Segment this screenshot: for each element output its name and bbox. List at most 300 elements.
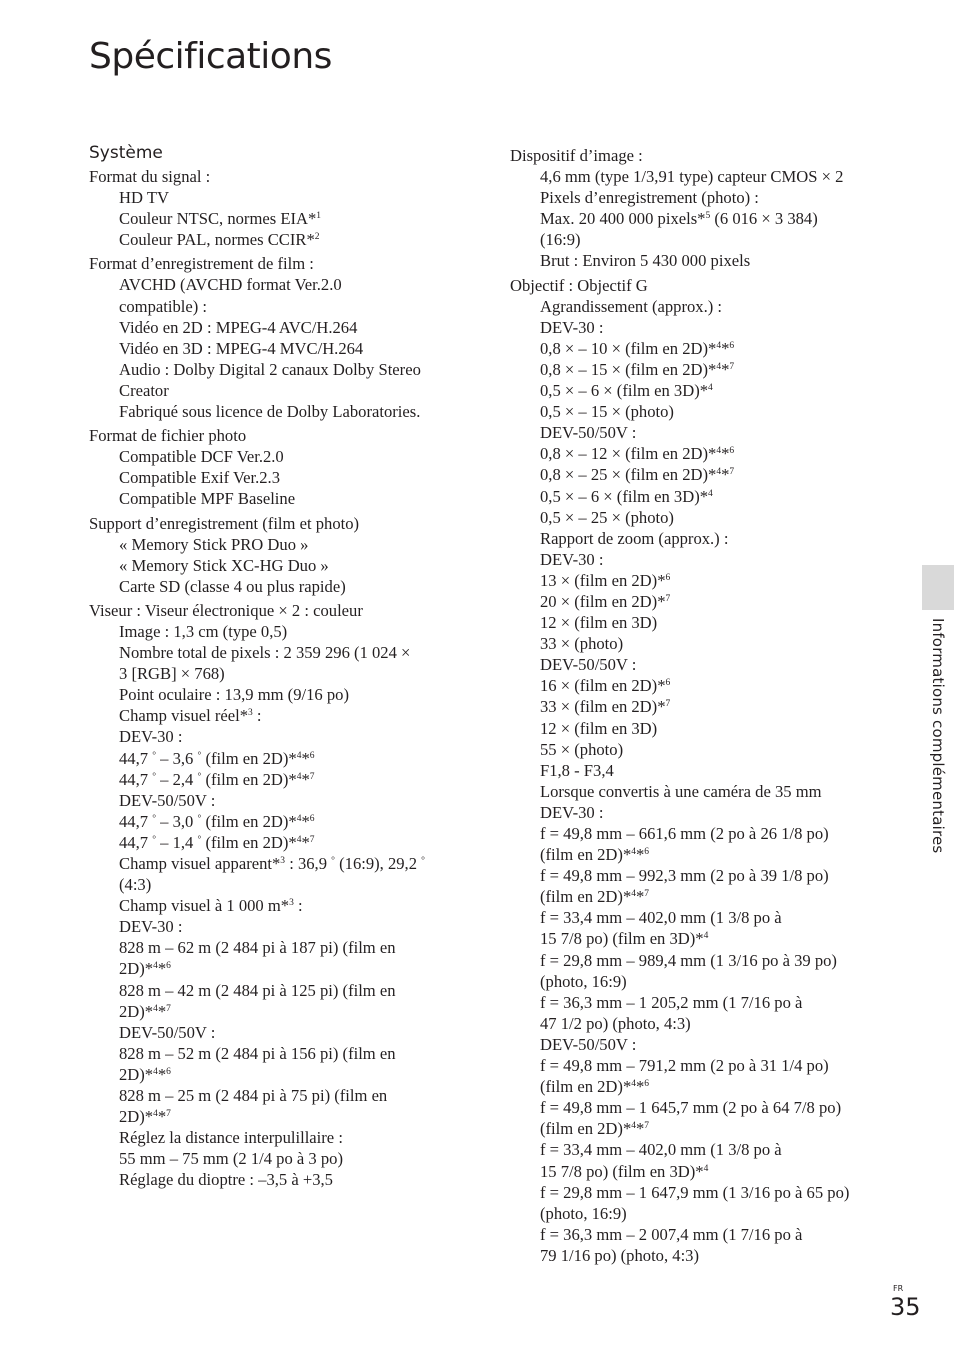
spec-line (540, 1013, 895, 1034)
spec-text: : (293, 896, 303, 916)
spec-line (540, 718, 895, 739)
spec-text: * (157, 1001, 167, 1021)
spec-text: (16:9), 29,2 (334, 854, 422, 873)
spec-text: : 36,9 (285, 854, 332, 873)
spec-line (540, 844, 895, 865)
spec-line (119, 790, 469, 811)
footnote-ref: ° (152, 834, 156, 845)
footnote-ref: ° (197, 771, 202, 782)
spec-text: 0,5 × – 15 × (photo) (540, 402, 674, 422)
spec-text: * (636, 1119, 645, 1139)
spec-line (540, 907, 895, 928)
spec-text: Brut : Environ 5 430 000 pixels (540, 251, 751, 271)
footnote-ref: 7 (729, 467, 735, 478)
spec-text: Vidéo en 3D : MPEG-4 MVC/H.264 (119, 338, 364, 358)
spec-text: Vidéo en 2D : MPEG-4 AVC/H.264 (119, 317, 358, 337)
spec-line (119, 401, 469, 422)
spec-text: (film en 2D)* (201, 832, 297, 852)
spec-text: 828 m – 25 m (2 484 pi à 75 pi) (film en (119, 1086, 388, 1106)
spec-line (119, 1169, 469, 1190)
spec-term: Dispositif d’image : (510, 146, 643, 165)
spec-list-right (510, 145, 895, 1266)
footnote-ref: ° (421, 856, 425, 866)
spec-line (540, 549, 895, 570)
spec-line (119, 229, 469, 250)
footnote-ref: ° (197, 813, 202, 824)
page-number: 35 (890, 1293, 921, 1321)
footnote-ref: 4 (153, 1066, 158, 1077)
spec-text: 44,7 (119, 832, 153, 852)
spec-line (119, 555, 469, 576)
section-tab-marker (922, 565, 954, 610)
spec-text: (16:9) (540, 230, 581, 250)
footnote-ref: 7 (309, 771, 315, 782)
spec-text: Carte SD (classe 4 ou plus rapide) (119, 576, 346, 596)
spec-term: Format de fichier photo (89, 426, 247, 446)
spec-line (119, 187, 469, 208)
spec-text: Champ visuel apparent* (119, 854, 281, 873)
footnote-ref: 6 (644, 847, 650, 858)
spec-term: Viseur : Viseur électronique × 2 : couleur (89, 600, 363, 620)
spec-text: (film en 2D)* (540, 887, 632, 907)
spec-text: Max. 20 400 000 pixels* (540, 209, 706, 229)
spec-term: Support d’enregistrement (film et photo) (89, 513, 360, 533)
spec-line (119, 663, 469, 684)
footnote-ref: 4 (296, 834, 302, 845)
spec-text: 828 m – 62 m (2 484 pi à 187 pi) (film en (119, 938, 396, 958)
footnote-ref: 4 (296, 813, 302, 824)
spec-text: (film en 2D)* (201, 811, 297, 831)
spec-line (119, 832, 469, 853)
spec-text: DEV-30 : (119, 727, 183, 747)
spec-line (119, 895, 469, 916)
spec-line (540, 229, 895, 250)
spec-text: (film en 2D)* (540, 845, 632, 865)
spec-text: DEV-30 : (540, 802, 604, 822)
spec-line (119, 769, 469, 790)
spec-line (540, 570, 895, 591)
footnote-ref: 6 (309, 813, 315, 824)
spec-text: Agrandissement (approx.) : (540, 296, 723, 316)
footnote-ref: 2 (314, 232, 320, 243)
footnote-ref: 4 (631, 1121, 636, 1132)
spec-text: 12 × (film en 3D) (540, 613, 658, 633)
footnote-ref: 6 (729, 340, 735, 351)
spec-line (540, 781, 895, 802)
footnote-ref: 4 (296, 771, 302, 782)
spec-line (540, 1097, 895, 1118)
spec-line (540, 654, 895, 675)
spec-line (119, 853, 469, 874)
spec-line (119, 684, 469, 705)
spec-text: DEV-50/50V : (540, 655, 637, 675)
spec-line (119, 317, 469, 338)
spec-text: – 3,6 (156, 748, 198, 768)
footnote-ref: 4 (716, 361, 722, 372)
spec-line (540, 1139, 895, 1160)
spec-item (89, 253, 469, 422)
spec-line (119, 446, 469, 467)
footnote-ref: 4 (153, 1003, 158, 1014)
spec-text: 828 m – 42 m (2 484 pi à 125 pi) (film en (119, 980, 396, 1000)
spec-line (540, 464, 895, 485)
spec-term: Format d’enregistrement de film : (89, 254, 314, 274)
spec-text: 15 7/8 po) (film en 3D)* (540, 1161, 704, 1181)
spec-text: 16 × (film en 2D)* (540, 676, 666, 696)
footnote-ref: 7 (665, 699, 671, 710)
footnote-ref: 7 (166, 1109, 171, 1120)
language-code: FR (893, 1284, 904, 1293)
spec-line (540, 865, 895, 886)
footnote-ref: 4 (716, 446, 722, 457)
spec-list-left (89, 166, 469, 1191)
footnote-ref: 7 (166, 1003, 171, 1014)
spec-text: 0,5 × – 25 × (photo) (540, 507, 674, 527)
spec-text: Pixels d’enregistrement (photo) : (540, 188, 759, 208)
spec-text: 0,8 × – 25 × (film en 2D)* (540, 465, 717, 485)
spec-text: f = 33,4 mm – 402,0 mm (1 3/8 po à (540, 908, 782, 928)
spec-text: DEV-30 : (540, 549, 604, 569)
spec-text: DEV-30 : (540, 317, 604, 337)
spec-text: 0,8 × – 15 × (film en 2D)* (540, 359, 717, 379)
spec-text: Point oculaire : 13,9 mm (9/16 po) (119, 685, 349, 705)
spec-text: 47 1/2 po) (photo, 4:3) (540, 1013, 691, 1033)
spec-text: Compatible MPF Baseline (119, 489, 296, 509)
spec-text: 15 7/8 po) (film en 3D)* (540, 929, 704, 949)
spec-text: « Memory Stick XC-HG Duo » (119, 555, 329, 575)
spec-text: Compatible Exif Ver.2.3 (119, 468, 281, 488)
footnote-ref: ° (152, 813, 156, 824)
spec-line (540, 760, 895, 781)
spec-text: * (157, 959, 167, 979)
spec-text: 0,8 × – 12 × (film en 2D)* (540, 444, 717, 464)
spec-line (119, 359, 469, 380)
spec-text: 3 [RGB] × 768) (119, 664, 225, 684)
spec-text: F1,8 - F3,4 (540, 760, 614, 780)
spec-text: Fabriqué sous licence de Dolby Laboratories. (119, 402, 421, 422)
spec-line (119, 1022, 469, 1043)
spec-text: * (636, 845, 645, 865)
spec-text: 12 × (film en 3D) (540, 718, 658, 738)
footnote-ref: 4 (296, 750, 302, 761)
footnote-ref: 7 (729, 361, 735, 372)
footnote-ref: 4 (716, 467, 722, 478)
spec-item (510, 145, 895, 272)
spec-line (540, 208, 895, 229)
footnote-ref: 3 (248, 708, 253, 719)
spec-line (540, 507, 895, 528)
spec-line (119, 338, 469, 359)
spec-line (540, 823, 895, 844)
spec-line (119, 1106, 469, 1127)
spec-text: DEV-50/50V : (119, 1022, 216, 1042)
spec-line (540, 1055, 895, 1076)
spec-text: 44,7 (119, 769, 153, 789)
spec-line (540, 296, 895, 317)
spec-text: – 2,4 (156, 769, 198, 789)
spec-text: 2D)* (119, 1107, 154, 1127)
spec-line (119, 296, 469, 317)
spec-line (540, 1245, 895, 1266)
spec-line (119, 380, 469, 401)
spec-text: 2D)* (119, 959, 154, 979)
spec-line (119, 1064, 469, 1085)
footnote-ref: 6 (166, 961, 171, 972)
spec-text: DEV-50/50V : (540, 1034, 637, 1054)
spec-text: f = 49,8 mm – 992,3 mm (2 po à 39 1/8 po) (540, 866, 829, 886)
footnote-ref: 3 (280, 856, 286, 866)
spec-line (119, 208, 469, 229)
spec-text: Creator (119, 380, 169, 400)
spec-line (119, 534, 469, 555)
footnote-ref: 4 (631, 889, 636, 900)
spec-line (540, 612, 895, 633)
spec-line (540, 1034, 895, 1055)
spec-text: * (721, 465, 730, 485)
footnote-ref: 6 (644, 1079, 650, 1090)
spec-line (540, 675, 895, 696)
spec-line (540, 591, 895, 612)
spec-text: Couleur PAL, normes CCIR* (119, 230, 315, 250)
spec-text: * (157, 1107, 167, 1127)
spec-line (119, 748, 469, 769)
spec-text: 0,8 × – 10 × (film en 2D)* (540, 338, 717, 358)
spec-values (89, 446, 469, 509)
spec-text: f = 33,4 mm – 402,0 mm (1 3/8 po à (540, 1140, 782, 1160)
spec-line (119, 916, 469, 937)
spec-text: Audio : Dolby Digital 2 canaux Dolby Stereo (119, 359, 421, 379)
spec-line (119, 642, 469, 663)
spec-line (540, 633, 895, 654)
spec-text: * (636, 887, 645, 907)
spec-item (89, 513, 469, 597)
footnote-ref: 6 (665, 572, 671, 583)
spec-text: 33 × (photo) (540, 634, 624, 654)
spec-text: (film en 2D)* (201, 748, 297, 768)
spec-line (119, 958, 469, 979)
spec-text: 4,6 mm (type 1/3,91 type) capteur CMOS × 2 (540, 167, 844, 187)
spec-text: f = 49,8 mm – 1 645,7 mm (2 po à 64 7/8 po) (540, 1098, 842, 1118)
footnote-ref: ° (331, 856, 335, 866)
spec-line (540, 1182, 895, 1203)
spec-line (119, 1085, 469, 1106)
footnote-ref: 6 (166, 1066, 171, 1077)
spec-line (540, 1118, 895, 1139)
spec-line (540, 739, 895, 760)
spec-line (119, 488, 469, 509)
spec-text: 33 × (film en 2D)* (540, 697, 666, 717)
spec-line (540, 1076, 895, 1097)
footnote-ref: 1 (316, 211, 322, 222)
spec-line (540, 250, 895, 271)
spec-text: * (301, 811, 310, 831)
footnote-ref: 4 (703, 1163, 709, 1174)
spec-item (510, 275, 895, 1266)
spec-line (540, 992, 895, 1013)
spec-text: f = 36,3 mm – 1 205,2 mm (1 7/16 po à (540, 992, 803, 1012)
spec-text: (photo, 16:9) (540, 971, 627, 991)
spec-line (119, 980, 469, 1001)
right-column (510, 145, 895, 1269)
spec-line (540, 1203, 895, 1224)
spec-text: 13 × (film en 2D)* (540, 570, 666, 590)
spec-line (540, 401, 895, 422)
footnote-ref: 6 (309, 750, 315, 761)
spec-text: Image : 1,3 cm (type 0,5) (119, 621, 288, 641)
spec-text: Lorsque convertis à une caméra de 35 mm (540, 781, 822, 801)
spec-text: 0,5 × – 6 × (film en 3D)* (540, 486, 709, 506)
footnote-ref: 6 (729, 446, 735, 457)
spec-text: Réglez la distance interpulillaire : (119, 1128, 343, 1148)
footnote-ref: 4 (708, 488, 713, 499)
spec-values (510, 166, 895, 271)
spec-line (119, 705, 469, 726)
spec-line (540, 338, 895, 359)
footnote-ref: 7 (665, 593, 671, 604)
spec-item (89, 600, 469, 1191)
spec-text: 44,7 (119, 748, 153, 768)
spec-text: 79 1/16 po) (photo, 4:3) (540, 1245, 700, 1265)
spec-line (540, 443, 895, 464)
spec-values (510, 296, 895, 1266)
footnote-ref: 7 (644, 1121, 650, 1132)
footnote-ref: ° (197, 750, 202, 761)
spec-text: f = 36,3 mm – 2 007,4 mm (1 7/16 po à (540, 1224, 803, 1244)
footnote-ref: ° (197, 834, 202, 845)
spec-text: f = 29,8 mm – 1 647,9 mm (1 3/16 po à 65 po) (540, 1182, 850, 1202)
spec-text: * (636, 1077, 645, 1097)
spec-line (540, 696, 895, 717)
spec-text: f = 29,8 mm – 989,4 mm (1 3/16 po à 39 po) (540, 950, 837, 970)
spec-text: 55 mm – 75 mm (2 1/4 po à 3 po) (119, 1149, 343, 1169)
spec-text: DEV-50/50V : (119, 790, 216, 810)
spec-line (540, 971, 895, 992)
spec-text: HD TV (119, 188, 169, 208)
spec-text: 2D)* (119, 1064, 154, 1084)
spec-text: AVCHD (AVCHD format Ver.2.0 (119, 275, 342, 295)
left-column (89, 142, 469, 1194)
footnote-ref: 3 (289, 898, 294, 909)
footnote-ref: 4 (708, 383, 713, 394)
section-heading: Système (89, 143, 163, 163)
spec-line (540, 1161, 895, 1182)
spec-line (119, 467, 469, 488)
spec-text: * (301, 748, 310, 768)
spec-text: 0,5 × – 6 × (film en 3D)* (540, 381, 709, 401)
spec-text: * (721, 338, 730, 358)
spec-text: 44,7 (119, 811, 153, 831)
footnote-ref: 4 (631, 847, 636, 858)
spec-line (540, 380, 895, 401)
footnote-ref: 4 (631, 1079, 636, 1090)
spec-text: (photo, 16:9) (540, 1203, 627, 1223)
spec-values (89, 274, 469, 422)
spec-line (540, 886, 895, 907)
spec-text: (film en 2D)* (201, 769, 297, 789)
spec-text: : (252, 706, 262, 726)
spec-line (119, 874, 469, 895)
spec-line (540, 187, 895, 208)
spec-text: 20 × (film en 2D)* (540, 591, 666, 611)
footnote-ref: 4 (153, 1109, 158, 1120)
footnote-ref: ° (152, 771, 156, 782)
spec-line (540, 802, 895, 823)
spec-line (540, 317, 895, 338)
footnote-ref: 7 (309, 834, 315, 845)
spec-line (540, 359, 895, 380)
spec-text: DEV-50/50V : (540, 423, 637, 443)
spec-text: Rapport de zoom (approx.) : (540, 528, 729, 548)
spec-text: « Memory Stick PRO Duo » (119, 534, 309, 554)
spec-text: Couleur NTSC, normes EIA* (119, 209, 317, 229)
spec-line (119, 1148, 469, 1169)
spec-line (119, 1043, 469, 1064)
spec-line (119, 1001, 469, 1022)
spec-text: – 1,4 (156, 832, 198, 852)
footnote-ref: 5 (705, 211, 711, 222)
spec-term: Format du signal : (89, 167, 211, 186)
spec-line (540, 422, 895, 443)
footnote-ref: 4 (716, 340, 722, 351)
spec-line (540, 1224, 895, 1245)
spec-values (89, 187, 469, 250)
spec-text: (4:3) (119, 875, 152, 895)
spec-line (119, 576, 469, 597)
spec-values (89, 621, 469, 1191)
spec-line (540, 166, 895, 187)
spec-text: 2D)* (119, 1001, 154, 1021)
spec-text: * (301, 769, 310, 789)
spec-item (89, 425, 469, 509)
spec-text: – 3,0 (156, 811, 198, 831)
footnote-ref: 4 (703, 931, 709, 942)
spec-text: Champ visuel à 1 000 m* (119, 896, 290, 916)
spec-text: (film en 2D)* (540, 1077, 632, 1097)
spec-line (119, 726, 469, 747)
side-section-label: Informations complémentaires (929, 618, 947, 854)
spec-line (119, 274, 469, 295)
page-title: Spécifications (89, 36, 332, 77)
spec-text: (film en 2D)* (540, 1119, 632, 1139)
spec-values (89, 534, 469, 597)
spec-item (89, 166, 469, 250)
spec-line (540, 486, 895, 507)
spec-text: compatible) : (119, 296, 208, 316)
spec-line (540, 528, 895, 549)
footnote-ref: 6 (665, 678, 671, 689)
spec-line (119, 937, 469, 958)
spec-text: Réglage du dioptre : –3,5 à +3,5 (119, 1170, 333, 1190)
spec-text: (6 016 × 3 384) (710, 209, 818, 229)
spec-text: DEV-30 : (119, 917, 183, 937)
spec-text: Champ visuel réel* (119, 706, 249, 726)
spec-text: * (157, 1064, 167, 1084)
spec-text: * (301, 832, 310, 852)
spec-text: Compatible DCF Ver.2.0 (119, 447, 284, 467)
spec-text: 828 m – 52 m (2 484 pi à 156 pi) (film en (119, 1043, 396, 1063)
spec-term: Objectif : Objectif G (510, 275, 648, 295)
spec-text: f = 49,8 mm – 791,2 mm (2 po à 31 1/4 po) (540, 1056, 829, 1076)
spec-line (540, 928, 895, 949)
spec-line (540, 950, 895, 971)
spec-text: 55 × (photo) (540, 739, 624, 759)
spec-line (119, 1127, 469, 1148)
spec-text: * (721, 359, 730, 379)
footnote-ref: 7 (644, 889, 650, 900)
footnote-ref: ° (152, 750, 156, 761)
spec-line (119, 621, 469, 642)
spec-text: f = 49,8 mm – 661,6 mm (2 po à 26 1/8 po) (540, 824, 829, 843)
